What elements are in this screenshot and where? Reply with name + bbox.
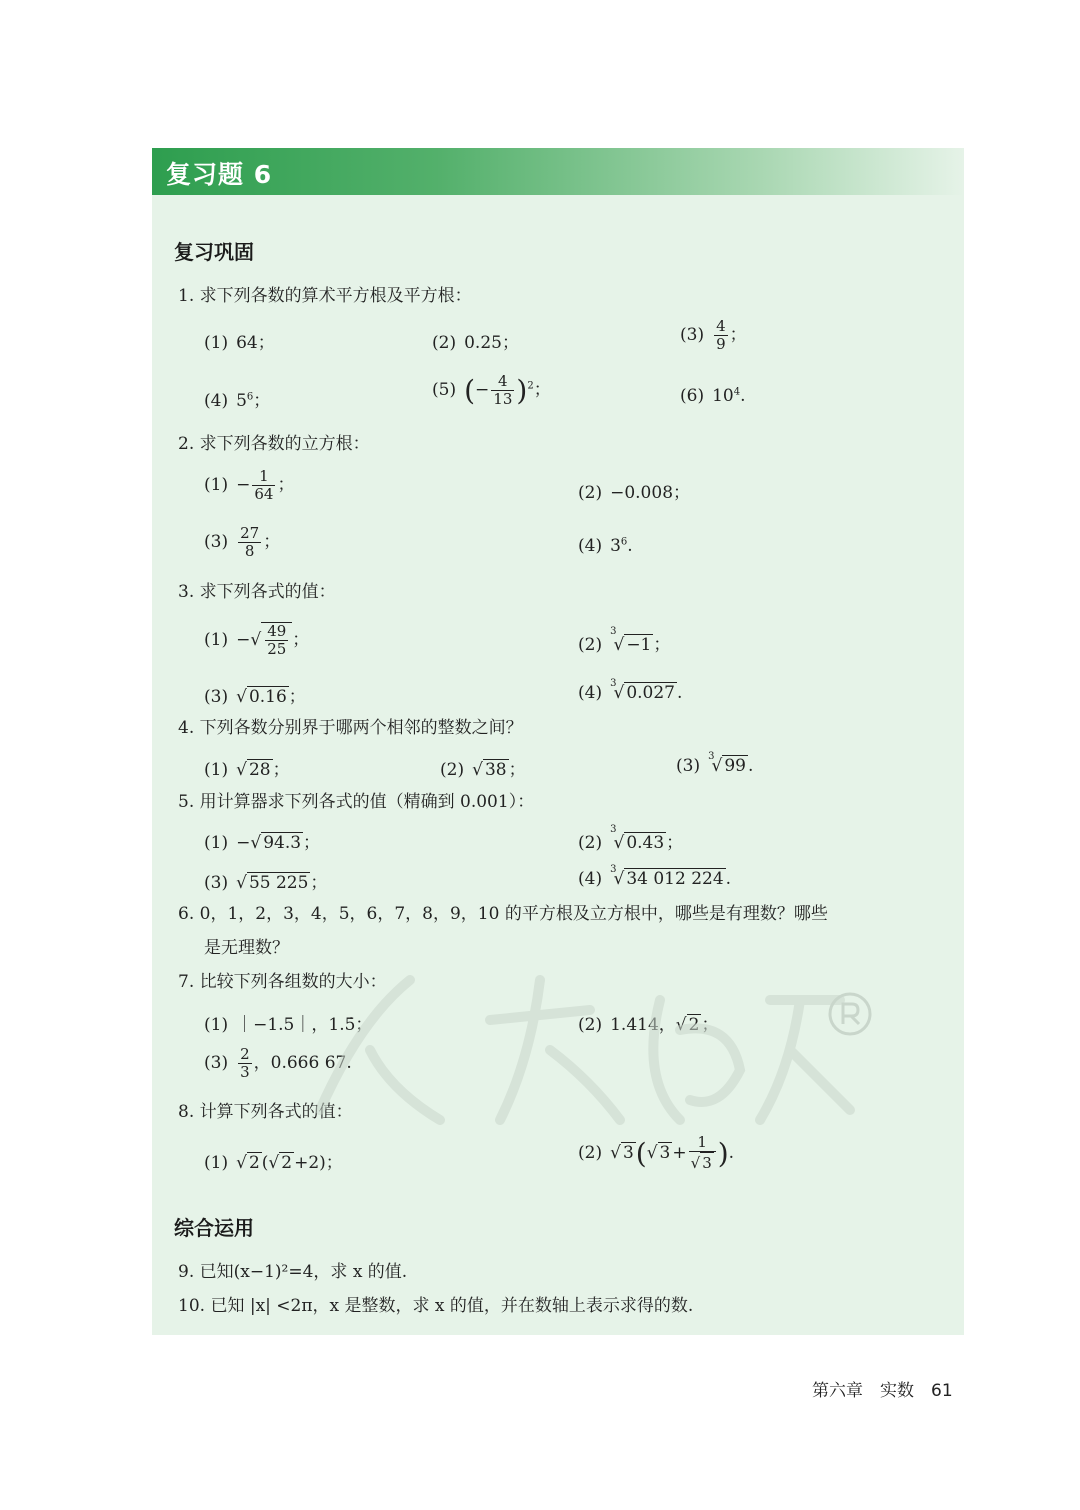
q3-item-2: $(2)^3√ -1$ ； [578,626,671,655]
publisher-watermark-icon [300,960,860,1140]
q2-item-1: (1) − $\frac{1}{64}$ ； [204,467,295,503]
q5-item-3: (3) √ 55 225 ； [204,873,328,893]
q5-item-1: (1) −√ 94.3 ； [204,833,321,853]
q2-item-2: (2) −0.008； [578,483,691,503]
q4-item-2: (2) √ 38 ； [440,760,526,780]
q5-item-4: (4) $^3$√ 34 012 224 . [578,864,732,889]
q8-item-2: (2) √ 3(√ 3 + $\frac{1}{√ 3}$ ). [578,1133,735,1172]
q8-stem: 8. 计算下列各式的值： [178,1102,353,1122]
q4-stem: 4. 下列各数分别界于哪两个相邻的整数之间？ [178,718,523,738]
q3-item-3: (3) √ 0.16 ； [204,687,306,707]
q10: 10. 已知 |x| <2π，x 是整数，求 x 的值，并在数轴上表示求得的数. [178,1296,694,1316]
q3-stem: 3. 求下列各式的值： [178,582,336,602]
section-title-review: 复习巩固 [174,240,254,264]
q2-stem: 2. 求下列各数的立方根： [178,434,370,454]
q1-item-1: (1) 64； [204,333,275,353]
q1-stem: 1. 求下列各数的算术平方根及平方根： [178,286,472,306]
q1-item-6: (6) $10^4$. [680,386,746,406]
q2-item-3: (3) $\frac{27}{8}$ ； [204,524,281,560]
q6-line1: 6. 0，1，2，3，4，5，6，7，8，9，10 的平方根及立方根中，哪些是有理数？哪些 [178,904,828,924]
page-footer: 第六章 实数 61 [812,1381,953,1401]
registered-mark-icon [826,990,874,1038]
q7-stem: 7. 比较下列各组数的大小： [178,972,387,992]
q3-item-1: (1) −√ $\frac{49}{25}$ ； [204,622,310,658]
q4-item-1: (1) √ 28 ； [204,760,290,780]
q9: 9. 已知(x−1)²=4，求 x 的值. [178,1262,408,1282]
q1-item-2: (2) 0.25； [432,333,519,353]
q7-item-2: (2) 1.414，√ 2 ； [578,1015,719,1035]
q1-item-5: (5) (− $\frac{4}{13}$ )$^2$； [432,372,551,408]
q8-item-1: (1) √ 2 (√ 2 +2)； [204,1153,343,1173]
q1-item-4: (4) $5^6$； [204,391,271,411]
q5-stem: 5. 用计算器求下列各式的值（精确到 0.001）： [178,792,535,812]
q1-item-3: (3) $\frac{4}{9}$ ； [680,317,747,353]
section-title-application: 综合运用 [174,1216,254,1240]
q5-item-2: $(2)^3√$ 0.43 ； [578,824,684,853]
q7-item-1: (1) ｜−1.5｜，1.5̇； [204,1015,373,1035]
q7-item-3: (3) $\frac{2}{3}$ ，0.666 67. [204,1045,352,1081]
q3-item-4: (4) $^3$√ 0.027 . [578,678,683,703]
exercise-panel [152,148,964,1335]
q6-line2: 是无理数？ [204,938,289,958]
q4-item-3: (3) $^3$√ 99 . [676,751,754,776]
q2-item-4: (4) $3^6$. [578,536,633,556]
banner-title: 复习题 6 [166,160,273,189]
banner [152,148,964,195]
